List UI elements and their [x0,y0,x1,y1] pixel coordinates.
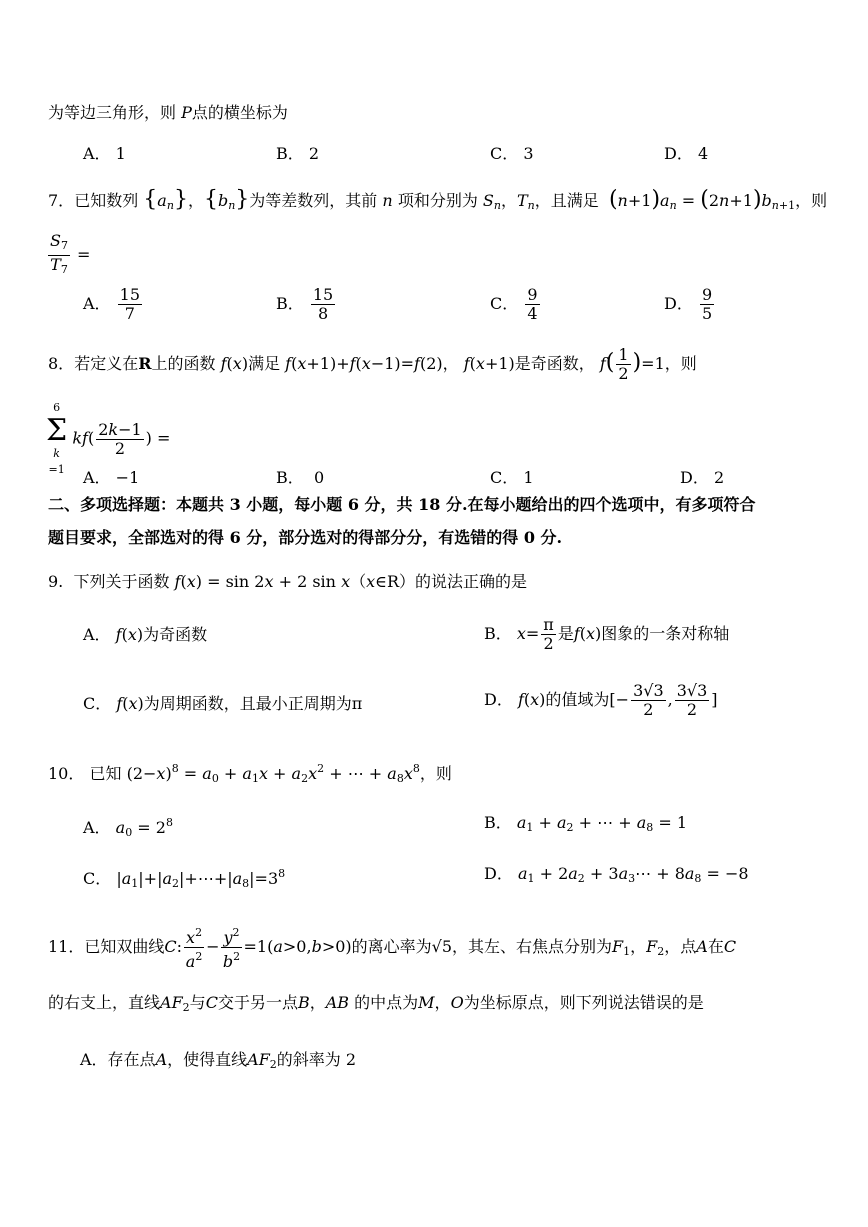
q8-option-a[interactable]: A． −1 [83,468,140,487]
q8-sum-expression: 6 Σ k =1 kf( $\frac{2k-1}{2}$ ) = [46,401,171,476]
q10-option-c[interactable]: C． $|a_1|+|a_2|+\cdots+|a_8|=3^8$ [83,867,286,890]
q7-option-a[interactable]: A． $\frac{15}{7}$ [83,285,141,323]
section2-instructions-line1: 二、多项选择题：本题共 3 小题，每小题 6 分，共 18 分.在每小题给出的四个选项中，有多项符合 [48,495,756,514]
q7-option-d[interactable]: D． $\frac{9}{5}$ [664,285,713,323]
q6-option-a[interactable]: A． 1 [83,144,126,163]
q6-option-b[interactable]: B． 2 [276,144,320,163]
q8-option-c[interactable]: C． 1 [490,468,534,487]
q6-option-d[interactable]: D． 4 [664,144,709,163]
q9-stem: 9. 下列关于函数 f(x) = sin 2x + 2 sin x（x∈R）的说法正确的是 [48,572,528,591]
q6-option-c[interactable]: C． 3 [490,144,534,163]
q10-stem: 10． 已知 $(2-x)^8 = a_0 + a_1x + a_2x^2$ + ⋯ + $a_8x^8$，则 [48,762,452,785]
q7-option-b[interactable]: B． $\frac{15}{8}$ [276,285,334,323]
q9-option-c[interactable]: C． f(x)为周期函数，且最小正周期为π [83,694,363,713]
q6-stem: 为等边三角形，则 P点的横坐标为 [48,103,288,122]
section2-instructions-line2: 题目要求，全部选对的得 6 分，部分选对的得部分分，有选错的得 0 分. [48,528,563,547]
q9-option-a[interactable]: A． f(x)为奇函数 [83,625,208,644]
q9-option-b[interactable]: B． x= $\frac{\pi}{2}$ 是f(x)图象的一条对称轴 [484,615,730,653]
q10-option-b[interactable]: B． $a_1 + a_2$ + ⋯ + $a_8 = 1$ [484,813,687,834]
q11-stem-line2: 的右支上，直线$AF_2$与C交于另一点B，AB 的中点为M，O为坐标原点，则下列说法错误的是 [48,993,704,1014]
q9-option-d[interactable]: D． f(x)的值域为[− $\frac{3√3}{2}$ , $\frac{3√3}{2}$ ] [484,681,718,719]
q8-stem: 8．若定义在R上的函数 f(x)满足 f(x+1)+f(x−1)=f(2)， f(x+1)是奇函数， f( $\frac{1}{2}$ )=1，则 [48,345,697,383]
q11-option-a[interactable]: A．存在点A，使得直线$AF_2$的斜率为 2 [80,1050,357,1071]
q11-stem-line1: 11．已知双曲线C: $\frac{x^2}{a^2}$ − $\frac{y^2}{b^2}$ =1(a>0,b>0)的离心率为√5，其左、右焦点分别为$F_1$，$F_2$，点A在C [48,926,737,971]
q7-question-fraction: $\frac{S_7}{T_7}$ = [50,231,91,276]
q10-option-d[interactable]: D． $a_1 + 2a_2$ + $3a_3\cdots + 8a_8 = -8$ [484,864,749,885]
q10-option-a[interactable]: A． $a_0 = 2^8$ [83,816,173,839]
q7-option-c[interactable]: C． $\frac{9}{4}$ [490,285,538,323]
q7-stem: 7．已知数列 $\{a_n\}$，$\{b_n\}$为等差数列，其前 n 项和分别为 $S_n$，$T_n$，且满足 $(n+1)a_n = (2n+1)b_{n+1}$，则 [48,187,828,212]
q8-option-b[interactable]: B． 0 [276,468,325,487]
q8-option-d[interactable]: D． 2 [680,468,725,487]
